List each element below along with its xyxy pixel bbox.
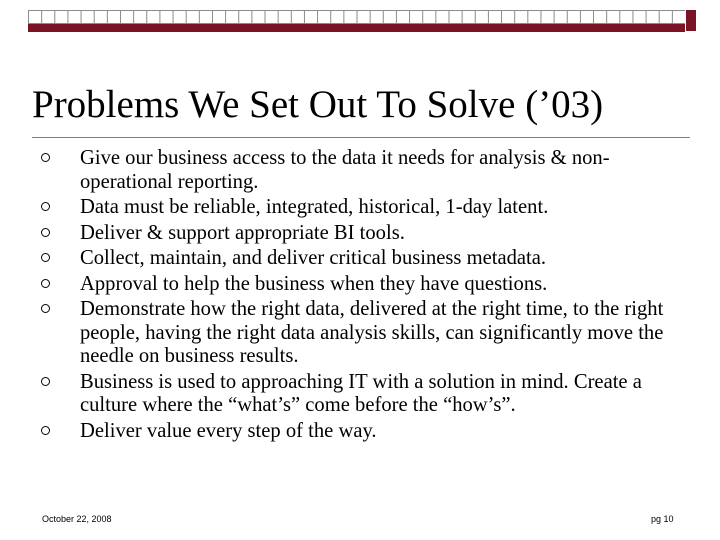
bullet-item xyxy=(40,196,690,220)
hollow-circle-bullet-icon xyxy=(41,153,50,162)
bullet-item xyxy=(40,273,690,297)
bullet-text: Collect, maintain, and deliver critical business metadata. xyxy=(80,247,547,269)
hollow-circle-bullet-icon xyxy=(41,253,50,262)
hollow-circle-bullet-icon xyxy=(41,377,50,386)
bullet-text: Demonstrate how the right data, delivered at the right time, to the right people, having the right data analysis skills, can significantly move the needle on business results. xyxy=(80,298,664,367)
accent-square xyxy=(686,10,696,31)
title-divider xyxy=(32,137,690,138)
hollow-circle-bullet-icon xyxy=(41,304,50,313)
bullet-item xyxy=(40,298,690,369)
hollow-circle-bullet-icon xyxy=(41,279,50,288)
hollow-circle-bullet-icon xyxy=(41,228,50,237)
footer-date: October 22, 2008 xyxy=(42,514,112,524)
slide-title: Problems We Set Out To Solve (’03) xyxy=(32,83,604,126)
bullet-text: Deliver value every step of the way. xyxy=(80,419,377,442)
hollow-circle-bullet-icon xyxy=(41,202,50,211)
bullet-list xyxy=(40,147,690,445)
bullet-item xyxy=(40,247,690,271)
bullet-item xyxy=(40,420,690,444)
bullet-text: Deliver & support appropriate BI tools. xyxy=(80,221,405,244)
footer-page-number: pg 10 xyxy=(651,514,674,524)
bullet-text: Approval to help the business when they have questions. xyxy=(80,272,548,295)
bullet-item xyxy=(40,371,690,418)
bullet-item xyxy=(40,222,690,246)
hollow-circle-bullet-icon xyxy=(41,426,50,435)
bullet-text: Data must be reliable, integrated, historical, 1-day latent. xyxy=(80,196,549,218)
bullet-text: Give our business access to the data it needs for analysis & non-operational reporting. xyxy=(80,147,610,193)
bullet-item xyxy=(40,147,690,194)
decorative-grid-bar xyxy=(28,10,685,32)
bullet-text: Business is used to approaching IT with a solution in mind. Create a culture where the “what’s” come before the “how’s”. xyxy=(80,370,642,416)
